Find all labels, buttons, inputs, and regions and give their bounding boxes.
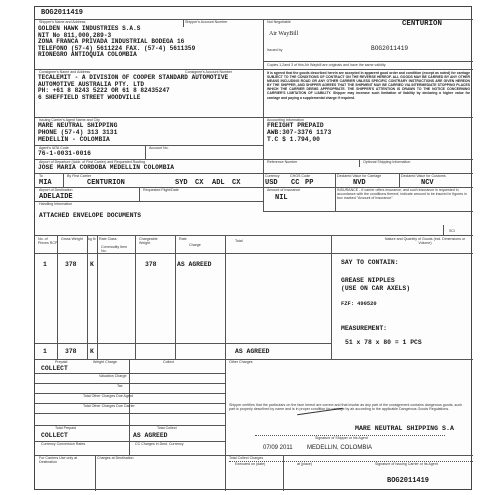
nature-line2: (USE ON CAR AXELS) (341, 285, 411, 292)
total-collect-charges-label: Total Collect Charges (229, 456, 264, 460)
consignee-line: AUTOMOTIVE AUSTRALIA PTY. LTD (38, 80, 145, 88)
gross-weight-header: Gross Weight (61, 237, 83, 241)
freight-prepaid: FREIGHT PREPAID (267, 122, 324, 129)
routing-to: MIA (39, 179, 52, 187)
consignee-line: 6 SHEFFIELD STREET WOODVILLE (38, 93, 141, 101)
carriers-use-label: For Carriers Use only at Destination (39, 456, 78, 465)
first-carrier-label: By First Carrier (67, 174, 92, 178)
wt-val-value: PP (305, 179, 314, 187)
collect-label: Collect (163, 360, 174, 364)
awb-reference: AWB:307-3376 1173 (267, 129, 332, 136)
goods-gross: 378 (65, 261, 77, 268)
conversion-label: Currency Conversion Rates (41, 442, 86, 446)
optional-shipping-label: Optional Shipping Information (363, 160, 411, 164)
not-negotiable-label: Not Negotiable (267, 20, 291, 24)
total-gross: 378 (65, 348, 77, 355)
accounting-label: Accounting Information (267, 118, 304, 122)
weight-charge-label: Weight Charge (93, 360, 117, 364)
tax-label: Tax (117, 384, 123, 388)
unit-header: kg lb (88, 237, 96, 241)
due-carrier-label: Total Other Charges Due Carrier (83, 404, 135, 408)
due-agent-label: Total Other Charges Due Agent (83, 394, 133, 398)
shipper-line: GOLDEN HAWK INDUSTRIES S.A.S (38, 25, 141, 32)
declared-carriage-value: NVD (353, 179, 366, 187)
requested-flight-label: Requested Flight/Date (143, 188, 179, 192)
executed-on-label: Executed on (date) (235, 462, 266, 466)
handling-value: ATTACHED ENVELOPE DOCUMENTS (39, 212, 142, 219)
execution-place: MEDELLIN, COLOMBIA (307, 445, 373, 451)
goods-chargeable: 378 (145, 261, 157, 268)
agent-line: MARE NEUTRAL SHIPPING (38, 122, 118, 129)
insurance-note: INSURANCE - If carrier offers insurance, and such insurance is requested in accordance with the conditions thereof, indicate amount to be insured in figures in box marked "Amount of Insurance" (337, 188, 467, 201)
agent-block (38, 123, 262, 143)
shipper-label: Shipper's Name and Address (39, 20, 86, 24)
awb-number-bottom: BOG2011419 (387, 477, 430, 485)
routing-first-carrier: CENTURION (87, 179, 125, 187)
total-header: Total (235, 239, 243, 243)
terms-text: It is agreed that the goods described herein are accepted in apparent good order and condition (except as noted) for carriage SUBJECT TO THE CONDITIONS OF CONTRACT ON THE REVERSE HEREOF. ALL GOODS MAY BE CARRIED BY ANY OTHER MEANS INCLUDING ROAD OR ANY OTHER CARRIER UNLESS SPECIFIC CONTRARY INSTRUCTIONS ARE GIVEN HEREON BY THE SHIPPER, AND SHIPPER AGREES THAT THE SHIPMENT MAY BE CARRIED VIA INTERMEDIATE STOPPING PLACES WHICH THE CARRIER DEEMS APPROPRIATE. THE SHIPPER'S ATTENTION IS DRAWN TO THE NOTICE CONCERNING CARRIER'S LIMITATION OF LIABILITY. Shipper may increase such limitation of liability by declaring a higher value for carriage and paying a supplemental charge if required. (267, 71, 470, 100)
measurement-label: MEASUREMENT: (341, 325, 388, 332)
insurance-label: Amount of Insurance (267, 188, 301, 192)
handling-label: Handling Information (39, 202, 73, 206)
total-collect-value: COLLECT (41, 432, 68, 439)
chgs-code-label: CHGS Code (290, 174, 310, 178)
shipper-address (38, 26, 262, 59)
agent-line: MEDELLIN - COLOMBIA (38, 135, 110, 143)
shipper-line: NIT No 811,000,289-3 (38, 31, 112, 39)
shipper-line: TELEFONO (57-4) 5611224 FAX. (57-4) 5611359 (38, 44, 196, 52)
issuing-signature-label: Signature of Issuing Carrier or its Agent (375, 462, 438, 466)
shipper-line: RIONEGRO ANTIOQUIA COLOMBIA (38, 51, 137, 59)
charge-header: Charge (189, 243, 201, 247)
sci-label: SCI (449, 229, 455, 233)
iata-code-label: Agent's IATA Code (39, 146, 69, 150)
total-pieces: 1 (43, 348, 47, 355)
valuation-label: Valuation Charge (99, 374, 127, 378)
tc-value: T.C $ 1.794,00 (267, 136, 320, 143)
nature-header: Nature and Quantity of Goods (incl. Dimensions or Volume) (384, 237, 466, 246)
chargeable-weight-header: Chargeable Weight (139, 237, 158, 246)
total-prepaid-label: Total Prepaid (55, 426, 76, 430)
execution-date: 07/09 2011 (263, 445, 293, 451)
awb-number-top: BOG2011419 (41, 9, 84, 17)
consignee-account-label: Consignee's Account Number (185, 70, 233, 74)
currency-label: Currency (265, 174, 280, 178)
shipper-company: MARE NEUTRAL SHIPPING S.A (355, 425, 454, 432)
goods-pieces: 1 (43, 261, 47, 268)
total-unit: K (90, 348, 94, 355)
other-charges-label: Other Charges (229, 360, 253, 364)
total-collect-label: Total Collect (157, 426, 177, 430)
shipper-account-label: Shipper's Account Number (185, 20, 228, 24)
routing-hop: CX (195, 179, 204, 187)
document-title: Air WayBill (269, 31, 299, 37)
consignee-address (38, 75, 262, 101)
goods-unit: K (90, 261, 94, 268)
routing-hop: ADL (212, 179, 225, 187)
issued-by-label: Issued by (267, 48, 283, 52)
to-label: To (39, 174, 43, 178)
total-amount: AS AGREED (235, 348, 270, 355)
departure-label: Airport of Departure (Addr. of First Carrier) and Requested Routing (39, 160, 146, 164)
agent-line: PHONE (57-4) 313 3131 (38, 128, 118, 136)
pieces-header: No. of Pieces RCP (38, 237, 58, 246)
shipper-signature-label: Signature of Shipper or his Agent (315, 436, 368, 440)
consignee-line: TECALEMIT - A DIVISION OF COOPER STANDARD AUTOMOTIVE (38, 74, 229, 81)
goods-rate: AS AGREED (177, 261, 212, 268)
chgs-code-value: CC (291, 179, 300, 187)
air-waybill-form (34, 6, 472, 490)
carrier-name: CENTURION (402, 20, 442, 28)
nature-say: SAY TO CONTAIN: (341, 259, 399, 266)
awb-number-header: BOG2011419 (371, 45, 409, 52)
reference-number-label: Reference Number (267, 160, 298, 164)
charges-destination-label: Charges at Destination (97, 456, 134, 460)
declared-customs-label: Declared Value for Customs (401, 174, 446, 178)
nature-line1: GREASE NIPPLES (341, 277, 395, 284)
destination-label: Airport of Destination (39, 188, 73, 192)
routing-hop: CX (232, 179, 241, 187)
declared-carriage-label: Declared Value for Carriage (337, 174, 382, 178)
destination-value: ADELAIDE (39, 193, 73, 201)
insurance-value: NIL (275, 194, 288, 202)
certification-text: Shipper certifies that the particulars on the face hereof are correct and that insofar as any part of the consignment contains dangerous goods, such part is properly described by name and is in proper condition for carriage by air according to the applicable Dangerous Goods Regulations. (229, 403, 463, 412)
departure-value: JOSE MARIA CORDOBA MEDELLIN COLOMBIA (38, 164, 175, 171)
currency-value: USD (265, 179, 278, 187)
prepaid-label: Prepaid (55, 360, 68, 364)
rate-header: Rate (179, 237, 187, 241)
consignee-line: PH: +61 8 8243 5222 OR 61 8 82435247 (38, 87, 170, 95)
rate-class-header: Rate Class (99, 237, 117, 241)
cc-charges-label: CC Charges in Dest. Currency (135, 442, 184, 446)
declared-customs-value: NCV (421, 179, 434, 187)
agent-label: Issuing Carrier's Agent Name and City (39, 118, 100, 122)
measurement-value: 51 x 78 x 80 = 1 PCS (345, 339, 422, 346)
iata-code-value: 76-1-0031-0016 (38, 150, 91, 157)
commodity-header: Commodity Item No. (101, 245, 128, 254)
executed-at-label: at (place) (297, 462, 312, 466)
routing-hop: SYD (175, 179, 188, 187)
account-no-label: Account No. (149, 146, 169, 150)
shipper-line: ZONA FRANCA PRIVADA INDUSTRIAL BODEGA 16 (38, 38, 185, 46)
nature-fzf: FZF: 490520 (341, 301, 377, 307)
weight-charge-value: COLLECT (41, 365, 68, 372)
consignee-label: Consignee's Name and Address (39, 70, 91, 74)
copies-note: Copies 1,2and 3 of this Air Waybill are originals and have the same validity. (267, 63, 387, 67)
total-collect-value2: AS AGREED (133, 432, 168, 439)
